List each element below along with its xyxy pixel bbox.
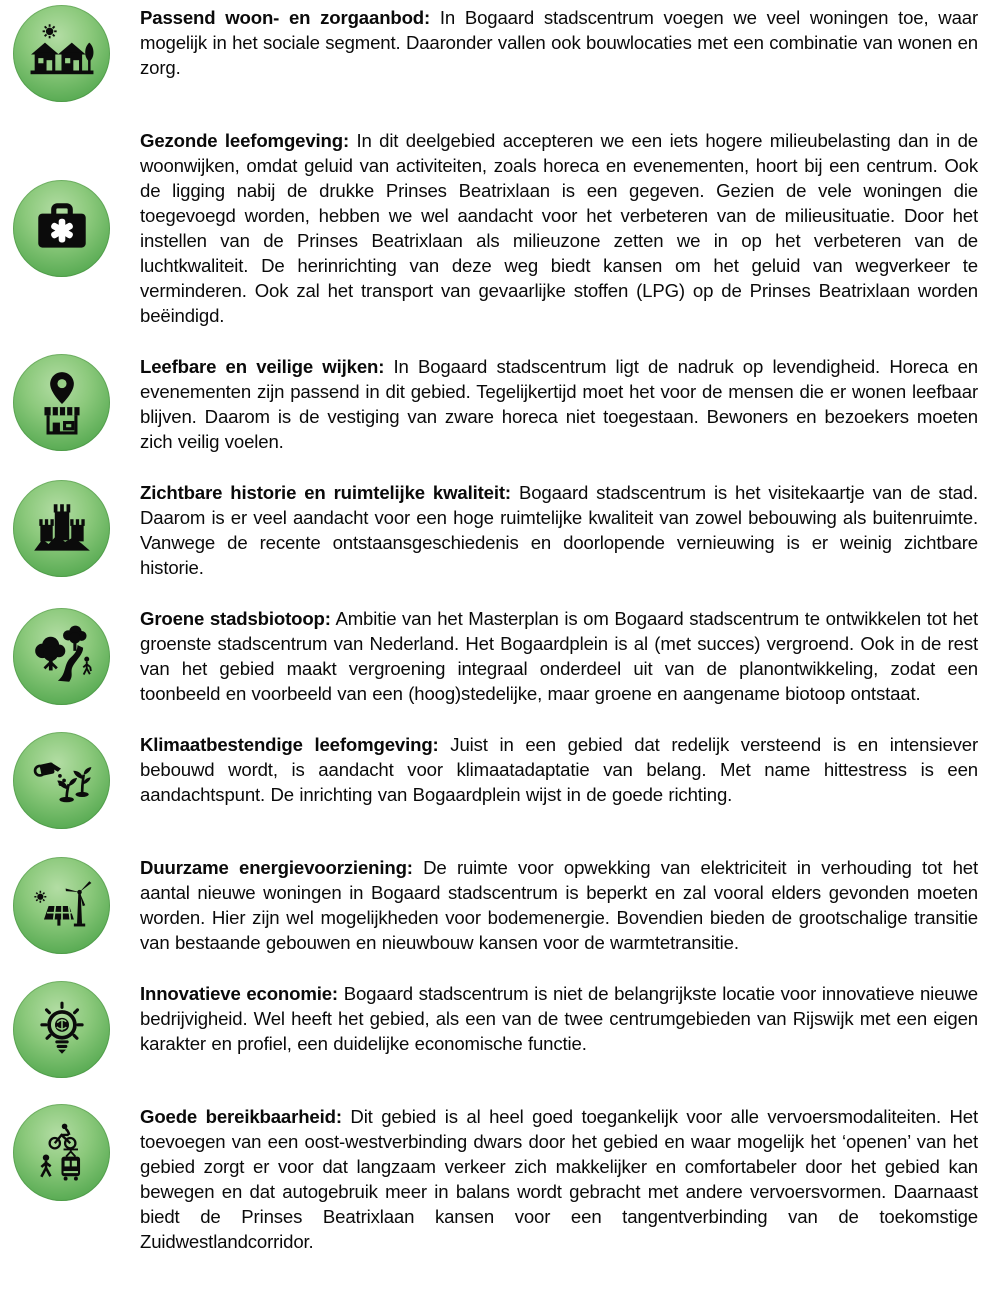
principle-body: Juist in een gebied dat redelijk versteend is en intensiever bebouwd wordt, is aandacht voor klimaatadaptatie van belang. Met name hittestress is een aandachtspunt. De inrichting van Bogaardplein wijst in de goede richting. [140, 734, 979, 805]
principle-title: Leefbare en veilige wijken: [140, 356, 385, 377]
principle-text [140, 855, 1005, 955]
principle-body: Bogaard stadscentrum is het visitekaartje van de stad. Daarom is er veel aandacht voor een hoge ruimtelijke kwaliteit van zowel bebouwing als buitenruimte. Vanwege de recente ontstaansgeschiedenis en doorlopende vernieuwing is er weinig zichtbare historie. [140, 482, 978, 578]
icon-cell [0, 480, 140, 577]
principle-item-green [0, 606, 1005, 706]
mobility-icon [13, 1104, 110, 1201]
castle-icon [13, 480, 110, 577]
principle-item-economy [0, 981, 1005, 1078]
principle-title: Klimaatbestendige leefomgeving: [140, 734, 439, 755]
principle-title: Groene stadsbiotoop: [140, 608, 331, 629]
principle-text [140, 354, 1005, 454]
principle-body: Dit gebied is al heel goed toegankelijk voor alle vervoersmodaliteiten. Het toevoegen van een oost-westverbinding dwars door het gebied en waar mogelijk het ‘openen’ van het gebied zorgt er voor dat langzaam verkeer zich makkelijker en comfortabeler door het gebied kan bewegen en dat autogebruik meer in balans wordt gebracht met andere vervoersvormen. Daarnaast biedt de Prinses Beatrixlaan kansen voor een tangentverbinding van de toekomstige Zuidwestlandcorridor. [140, 1106, 979, 1252]
icon-cell [0, 1104, 140, 1201]
principle-body: De ruimte voor opwekking van elektriciteit in verhouding tot het aantal nieuwe woningen in Bogaard stadscentrum is beperkt en zal vooral elders gevonden moeten worden. Hier zijn wel mogelijkheden voor bodemenergie. Bovendien bieden de grootschalige transitie van bestaande gebouwen en nieuwbouw kansen voor de warmtetransitie. [140, 857, 978, 953]
principle-item-climate [0, 732, 1005, 829]
principle-title: Zichtbare historie en ruimtelijke kwaliteit: [140, 482, 511, 503]
principle-title: Goede bereikbaarheid: [140, 1106, 342, 1127]
principle-body: In Bogaard stadscentrum ligt de nadruk op levendigheid. Horeca en evenementen zijn passend in dit gebied. Tegelijkertijd moet het voor de mensen die er wonen leefbaar blijven. Daarom is de vestiging van zware horeca niet toegestaan. Bewoners en bezoekers moeten zich veilig voelen. [140, 356, 978, 452]
principle-title: Duurzame energievoorziening: [140, 857, 413, 878]
icon-cell [0, 354, 140, 451]
principle-title: Innovatieve economie: [140, 983, 338, 1004]
map-pin-market-icon [13, 354, 110, 451]
principle-text [140, 5, 1005, 80]
principle-item-housing [0, 5, 1005, 102]
renewable-energy-icon [13, 857, 110, 954]
principle-text [140, 732, 1005, 807]
trees-path-icon [13, 608, 110, 705]
principle-item-history [0, 480, 1005, 580]
principle-text [140, 1104, 1005, 1254]
principle-item-mobility [0, 1104, 1005, 1254]
principle-item-livability [0, 354, 1005, 454]
principle-text [140, 128, 1005, 328]
principle-item-energy [0, 855, 1005, 955]
principle-text [140, 981, 1005, 1056]
principle-text [140, 480, 1005, 580]
housing-sun-tree-icon [13, 5, 110, 102]
principle-body: In Bogaard stadscentrum voegen we veel woningen toe, waar mogelijk in het sociale segment. Daaronder vallen ook bouwlocaties met een combinatie van wonen en zorg. [140, 7, 978, 78]
principle-body: Bogaard stadscentrum is niet de belangrijkste locatie voor innovatieve nieuwe bedrijvigheid. Wel heeft het gebied, als een van de twee centrumgebieden van Rijswijk met een eigen karakter en profiel, een duidelijke economische functie. [140, 983, 978, 1054]
idea-lightbulb-icon [13, 981, 110, 1078]
principle-title: Passend woon- en zorgaanbod: [140, 7, 431, 28]
icon-cell [0, 981, 140, 1078]
principle-body: Ambitie van het Masterplan is om Bogaard stadscentrum te ontwikkelen tot het groenste stadscentrum van Nederland. Het Bogaardplein is al (met succes) vergroend. Ook in de rest van het gebied maakt vergroening integraal onderdeel uit van de planontwikkeling, zodat een toonbeeld en voorbeeld van een (hoog)stedelijke, maar groene en aangename biotoop ontstaat. [140, 608, 978, 704]
principle-body: In dit deelgebied accepteren we een iets hogere milieubelasting dan in de woonwijken, omdat geluid van activiteiten, zoals horeca en evenementen, hoort bij een centrum. Ook de ligging nabij de drukke Prinses Beatrixlaan is een gegeven. Gezien de vele woningen die toegevoegd worden, hebben we wel aandacht voor het verbeteren van de milieusituatie. Door het instellen van de Prinses Beatrixlaan als milieuzone zetten we in op het verbeteren van de luchtkwaliteit. De herinrichting van deze weg biedt kansen om het geluid van wegverkeer te verminderen. Ook zal het transport van gevaarlijke stoffen (LPG) op de Prinses Beatrixlaan worden beëindigd. [140, 130, 978, 326]
icon-cell [0, 732, 140, 829]
principle-text [140, 606, 1005, 706]
watering-plants-icon [13, 732, 110, 829]
icon-cell [0, 5, 140, 102]
principle-item-health [0, 128, 1005, 328]
principle-title: Gezonde leefomgeving: [140, 130, 350, 151]
first-aid-kit-icon [13, 180, 110, 277]
